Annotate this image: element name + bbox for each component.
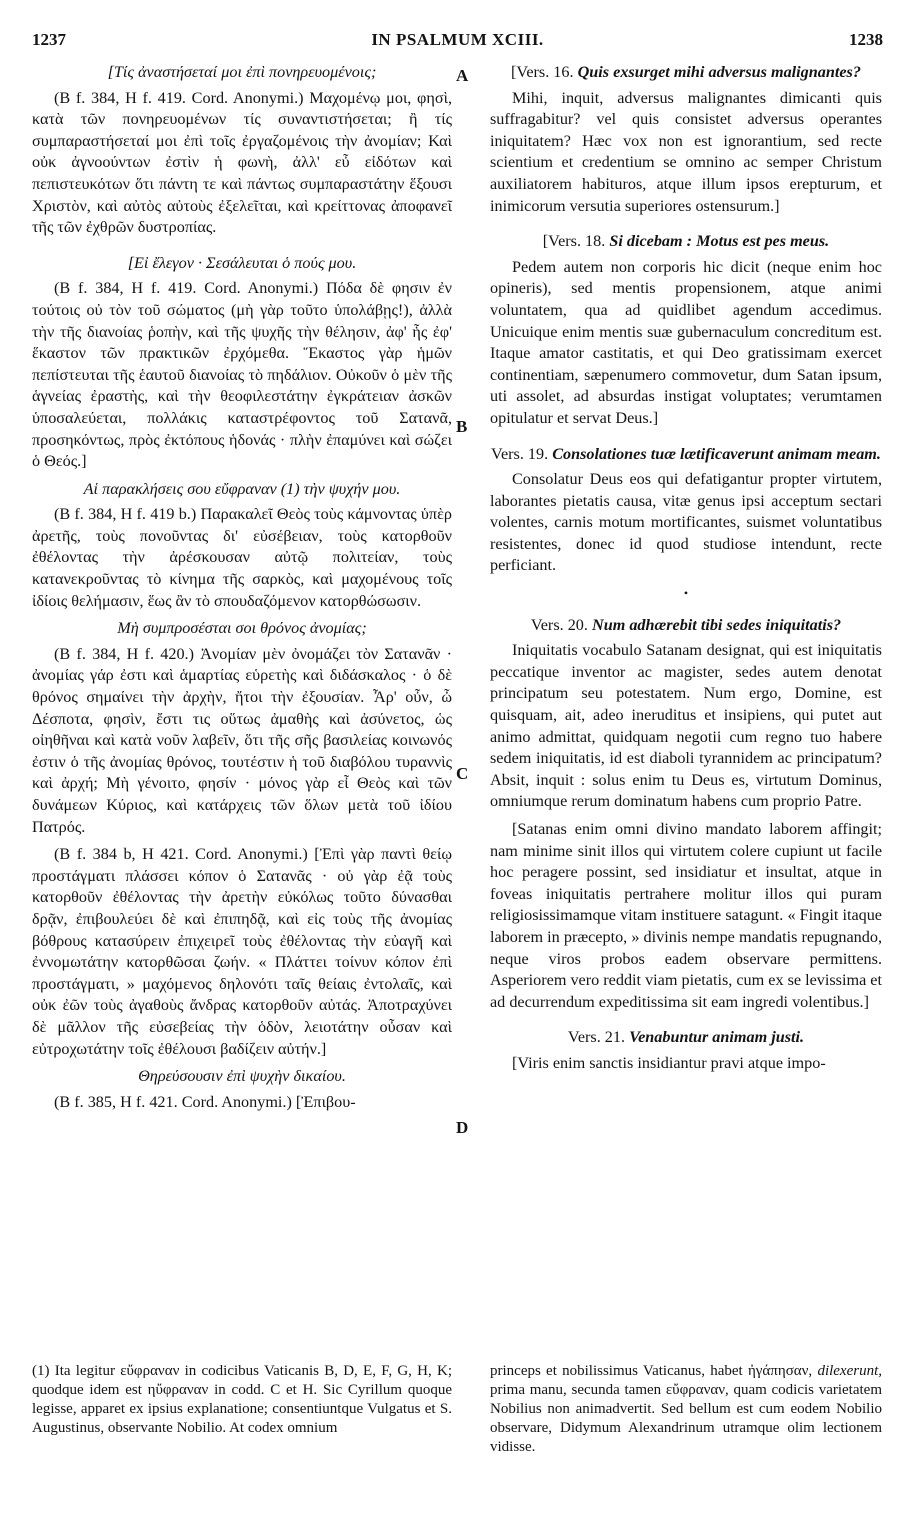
verse-text: Consolationes tuæ lætificaverunt animam meam.: [552, 444, 881, 463]
margin-letter-a: A: [456, 66, 469, 85]
footnote-italic: dilexerunt,: [817, 1363, 883, 1379]
greek-paragraph-5: (B f. 384 b, H 421. Cord. Anonymi.) [Ἐπὶ γὰρ παντὶ θείῳ προστάγματι πλάσσει κόπον ὁ Σατανᾶς · οὐ γὰρ ἐᾷ τοὺς κατορθοῦν ἐθέλοντας τὴν ἀρετὴν εὐκόλως τοῦτο δύνασθαι δρᾷν, ἐπιβουλεύει δὲ καὶ ἐπιπηδᾷ, καὶ εἰς τοὺς τῆς ἀνομίας βόθρους κατασύρειν ἐπιχειρεῖ τοὺς ἐθέλοντας τὴν εὐαγῆ καὶ ἐννομωτάτην κατορθῶσαι ζωήν. « Πλάττει τοίνυν κόπον ἐπὶ προστάγματι, » μαχόμενος δηλονότι ταῖς θείαις ἐντολαῖς, καὶ οὐκ ἐῶν τοὺς ἀγαθοὺς ἄνδρας κατορθοῦν αὐτάς. Ἀποτραχύνει δὲ μᾶλλον τῆς εὐσεβείας τὴν ὁδὸν, λειοτάτην οὖσαν καὶ εὐτροχωτάτην τοῖς ἐθέλουσι βαδίζειν αὐτήν.]: [32, 845, 452, 1058]
page-number-left: 1237: [32, 30, 66, 49]
verse-text: Venabuntur animam justi.: [629, 1028, 805, 1047]
verse-number: [Vers. 18.: [542, 232, 606, 251]
greek-heading-3: Αἱ παρακλήσεις σου εὔφραναν (1) τὴν ψυχήν μου.: [83, 479, 401, 498]
greek-column: [32, 62, 452, 1119]
footnote-right: [490, 1362, 882, 1457]
section-bullet: •: [683, 586, 689, 601]
footnote-text: prima manu, secunda tamen εὔφραναν, quam codicis varietatem Nobilius non animadvertit. Sed bellum est cum eodem Nobilio observare, Didymum Alexandrinum utramque olim lectionem vidisse.: [490, 1382, 882, 1455]
greek-paragraph-6: (B f. 385, H f. 421. Cord. Anonymi.) [Ἐπιβου-: [54, 1092, 356, 1111]
latin-column: [490, 62, 882, 1081]
verse-number: [Vers. 16.: [511, 63, 574, 81]
margin-letter-c: C: [456, 764, 469, 783]
verse-text: Si dicebam : Motus est pes meus.: [609, 232, 830, 251]
page-header: [32, 30, 883, 58]
running-title: IN PSALMUM XCIII.: [371, 30, 544, 49]
latin-heading-3: [490, 444, 882, 466]
latin-paragraph-1: Mihi, inquit, adversus malignantes dimicanti quis suffragabitur? vel quis consistet adversus operantes iniquitatem? Hæc vox non est ignorantium, sed recte scientium et credentium se omnino ac semper Christum auxiliatorem habituros, atque illum ipsos erepturum, et inimicorum versutia superiores ostensurum.]: [490, 88, 882, 215]
verse-number: Vers. 21.: [567, 1028, 626, 1047]
greek-paragraph-4: (B f. 384, H f. 420.) Ἀνομίαν μὲν ὀνομάζει τὸν Σατανᾶν · ἀνομίας γάρ ἐστι καὶ ἁμαρτίας εὑρετὴς καὶ διδάσκαλος · ὁ δὲ θρόνος σημαίνει τὴν ἀρχὴν, ἤτοι τὴν ἐξουσίαν. Ἆρ' οὖν, ὦ Δέσποτα, φησὶν, ἔστι τις οὕτως ἀμαθὴς καὶ ἀσύνετος, ὡς οἰηθῆναι καὶ κατὰ νοῦν λαβεῖν, ὅτι τῆς σῆς βασιλείας κοινωνός ἐστιν ὁ τῆς ἀνομίας θρόνος, τουτέστιν ἡ τοῦ διαβόλου τυραννὶς καὶ ἀρχή; Μὴ γένοιτο, φησίν · μόνος γὰρ εἶ Θεὸς καὶ τῶν δυνάμεων Κύριος, καὶ κατάρχεις τῶν ὅλων μετὰ τοῦ ἰδίου Πατρός.: [32, 644, 452, 836]
greek-paragraph-1: (B f. 384, H f. 419. Cord. Anonymi.) Μαχομένῳ μοι, φησὶ, κατὰ τῶν πονηρευομένων τίς συναντιστήσεται; ἢ τίς συμπαραστήσεταί μοι ἐπὶ τοῖς ἐργαζομένοις τὴν ἀνομίαν; Καὶ οὐκ ἀγνοούντων ἐστὶν ἡ φωνὴ, ἀλλ' εὖ εἰδότων καὶ πεπιστευκότων ὅτι πάντη τε καὶ πάντως συμπαραστάτην ἕξουσι Χριστὸν, καὶ αὐτὸς αὐτοὺς ἐξελεῖται, καὶ κρείττονας ἀποφανεῖ τῆς τῶν ἐχθρῶν δυστροπίας.: [32, 88, 452, 237]
verse-text: Num adhærebit tibi sedes iniquitatis?: [592, 615, 842, 634]
latin-heading-2: [490, 231, 882, 253]
latin-paragraph-4: Iniquitatis vocabulo Satanam designat, qui est iniquitatis peccatique inventor ac magister, sedes autem denotat principatum seu potestatem. Num ergo, Domine, est quisquam, ait, adeo ineruditus et insipiens, qui putet aut animo admittat, quidquam negotii cum regno tuo habere sedem iniquitatis, id est diaboli tyrannidem ac principatum? Absit, inquit : solus enim tu Deus es, virtutum Dominus, omniumque rerum dominatum habens cum proprio Patre.: [490, 641, 882, 811]
greek-heading-5: Θηρεύσουσιν ἐπὶ ψυχὴν δικαίου.: [138, 1067, 346, 1086]
latin-heading-5: [490, 1027, 882, 1049]
verse-text: Quis exsurget mihi adversus malignantes?: [577, 63, 861, 81]
margin-letter-d: D: [456, 1118, 469, 1137]
page-number-right: 1238: [849, 30, 883, 49]
greek-paragraph-3: (B f. 384, H f. 419 b.) Παρακαλεῖ Θεὸς τοὺς κάμνοντας ὑπὲρ ἀρετῆς, τοὺς πονοῦντας δι' εὐσέβειαν, τοὺς κατορθοῦν ἐθέλοντας τὴν ἀρέσκουσαν αὐτῷ πολιτείαν, τοὺς κατανεκροῦντας τὸ κίνημα τῆς σαρκὸς, καὶ μαχομένους τοῖς ἰδίοις θελήμασιν, ἕως ἂν τὸ σπουδαζόμενον κατορθώσωσιν.: [32, 505, 452, 610]
greek-paragraph-2: (B f. 384, H f. 419. Cord. Anonymi.) Πόδα δὲ φησιν ἐν τούτοις οὐ τὸν τοῦ σώματος (μὴ γὰρ τοῦτο ὑπολάβῃς!), ἀλλὰ τὴν τῆς διανοίας ῥοπὴν, καὶ τῆς ψυχῆς τὴν θέλησιν, ἀφ' ἧς ἐφ' ἕκαστον τῶν πρακτικῶν ἐρχόμεθα. Ἕκαστος γὰρ ἡμῶν πεπίστευται τῆς ἑαυτοῦ διανοίας τὸ πηδάλιον. Οὐκοῦν ὁ μὲν τῆς ἁγνείας ἐραστὴς, καὶ τὴν θεοφιλεστάτην ἐγκράτειαν ἀσκῶν ὑποσαλεύεται, πολλάκις καταστρέφοντος τοῦ Σατανᾶ, προσηκόντως, πρὸς ἐκτόπους ἡδονάς · πλὴν ἐπαμύνει καὶ σώζει ὁ Θεός.]: [32, 279, 452, 471]
greek-heading-2: [Εἰ ἔλεγον · Σεσάλευται ὁ πούς μου.: [127, 253, 357, 272]
footnote-text: princeps et nobilissimus Vaticanus, habet ἠγάπησαν,: [490, 1363, 813, 1379]
greek-heading-1: [Τίς ἀναστήσεταί μοι ἐπὶ πονηρευομένοις;: [107, 63, 377, 81]
latin-paragraph-6: [Viris enim sanctis insidiantur pravi atque impo-: [512, 1053, 826, 1072]
latin-heading-4: [490, 615, 882, 637]
footnote-left: (1) Ita legitur εὔφραναν in codicibus Vaticanis B, D, E, F, G, H, K; quodque idem est ηὔφραναν in codd. C et H. Sic Cyrillum quoque legisse, apparet ex ipsius explanatione; consentiuntque Vulgatus et S. Augustinus, observante Nobilio. At codex omnium: [32, 1363, 452, 1436]
greek-heading-4: Μὴ συμπροσέσται σοι θρόνος ἀνομίας;: [117, 619, 367, 638]
verse-number: Vers. 19.: [491, 444, 549, 463]
margin-letter-b: B: [456, 417, 468, 436]
latin-paragraph-5: [Satanas enim omni divino mandato laborem affingit; nam minime sinit illos qui virtutem colere cupiunt ut facile hoc peragere possint, sed insidiatur et insultat, atque in foveas iniquitatis pertrahere molitur illos qui puram religiosissimamque vitam instituere satagunt. « Fingit itaque laborem in præcepto, » divinis nempe mandatis repugnando, neque viros probos eadem observare permittens. Asperiorem vero reddit viam pietatis, cum ex se levissima et ad decurrendum expeditissima sit eam ingredi volentibus.]: [490, 820, 882, 1011]
latin-heading-1: [490, 62, 882, 84]
latin-paragraph-3: Consolatur Deus eos qui defatigantur propter virtutem, laborantes pietatis causa, vitæ genus ipsi acceptum sectari volentes, carnis motum mortificantes, suismet voluntatibus resistentes, donec id quod studiose intendunt, recte perficiant.: [490, 470, 882, 575]
latin-paragraph-2: Pedem autem non corporis hic dicit (neque enim hoc opineris), sed mentis propensionem, atque animi voluntatem, qua ad quidlibet agendum accedimus. Unicuique enim mentis suæ gubernaculum concreditum est. Itaque amator castitatis, et qui Deo gratissimam exercet continentiam, sæpenumero commovetur, dum Satan ipsum, uti assolet, ad absurdas instigat voluptates; verumtamen opitulatur et servat Deus.]: [490, 257, 882, 427]
verse-number: Vers. 20.: [530, 615, 588, 634]
